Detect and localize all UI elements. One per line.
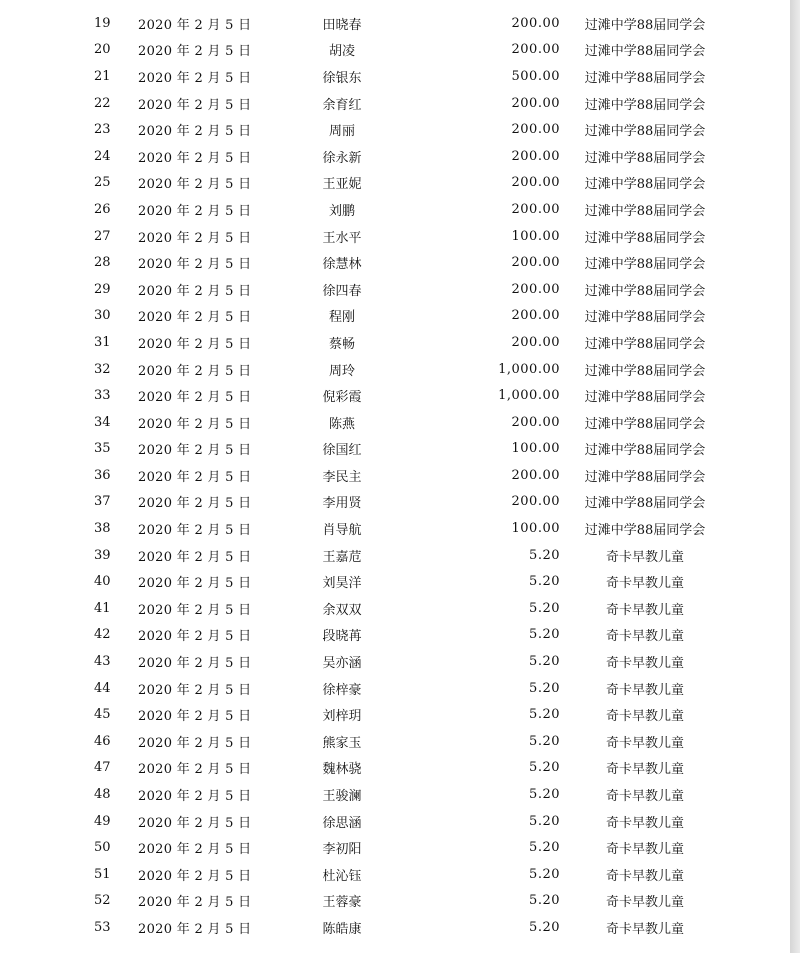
table-row bbox=[0, 116, 730, 143]
donation-amount: 200.00 bbox=[511, 255, 560, 271]
donation-date: 2020 年 2 月 5 日 bbox=[138, 416, 252, 432]
row-number: 24 bbox=[94, 148, 111, 164]
donor-name: 胡凌 bbox=[328, 44, 355, 60]
donor-group: 过滩中学88届同学会 bbox=[584, 70, 706, 86]
donor-name: 陈燕 bbox=[328, 416, 355, 432]
donation-date: 2020 年 2 月 5 日 bbox=[138, 203, 252, 219]
donation-amount: 200.00 bbox=[511, 414, 560, 430]
donation-date: 2020 年 2 月 5 日 bbox=[138, 257, 252, 273]
donor-group: 过滩中学88届同学会 bbox=[584, 416, 706, 432]
donor-group: 过滩中学88届同学会 bbox=[584, 17, 706, 33]
row-number: 32 bbox=[94, 361, 111, 377]
donor-group: 过滩中学88届同学会 bbox=[584, 469, 706, 485]
row-number: 45 bbox=[94, 707, 111, 723]
donation-amount: 200.00 bbox=[511, 467, 560, 483]
row-number: 52 bbox=[94, 893, 111, 909]
row-number: 26 bbox=[94, 201, 111, 217]
donation-amount: 200.00 bbox=[511, 148, 560, 164]
row-number: 19 bbox=[94, 15, 111, 31]
row-number: 33 bbox=[94, 388, 111, 404]
donation-date: 2020 年 2 月 5 日 bbox=[138, 443, 252, 459]
row-number: 28 bbox=[94, 255, 111, 271]
donor-group: 过滩中学88届同学会 bbox=[584, 230, 706, 246]
donation-date: 2020 年 2 月 5 日 bbox=[138, 496, 252, 512]
donor-group: 过滩中学88届同学会 bbox=[584, 97, 706, 113]
donor-name: 余育红 bbox=[322, 97, 362, 113]
donation-date: 2020 年 2 月 5 日 bbox=[138, 230, 252, 246]
donor-group: 过滩中学88届同学会 bbox=[584, 124, 706, 140]
donor-name: 田晓春 bbox=[322, 17, 362, 33]
donor-group: 过滩中学88届同学会 bbox=[584, 390, 706, 406]
donor-name: 吴亦涵 bbox=[322, 656, 362, 672]
table-row bbox=[0, 781, 730, 808]
row-number: 29 bbox=[94, 281, 111, 297]
table-row bbox=[0, 755, 730, 782]
table-row bbox=[0, 37, 730, 64]
table-row bbox=[0, 356, 730, 383]
donor-group: 过滩中学88届同学会 bbox=[584, 257, 706, 273]
donor-group: 过滩中学88届同学会 bbox=[584, 44, 706, 60]
donor-name: 陈皓康 bbox=[322, 921, 362, 937]
donor-name: 蔡畅 bbox=[328, 336, 355, 352]
row-number: 51 bbox=[94, 866, 111, 882]
donation-date: 2020 年 2 月 5 日 bbox=[138, 310, 252, 326]
donation-date: 2020 年 2 月 5 日 bbox=[138, 842, 252, 858]
row-number: 22 bbox=[94, 95, 111, 111]
donor-group: 奇卡早教儿童 bbox=[605, 629, 684, 645]
donation-date: 2020 年 2 月 5 日 bbox=[138, 868, 252, 884]
table-row bbox=[0, 436, 730, 463]
donation-date: 2020 年 2 月 5 日 bbox=[138, 283, 252, 299]
row-number: 25 bbox=[94, 175, 111, 191]
donor-name: 刘鹏 bbox=[328, 203, 355, 219]
donation-date: 2020 年 2 月 5 日 bbox=[138, 895, 252, 911]
donation-amount: 200.00 bbox=[511, 42, 560, 58]
table-row bbox=[0, 595, 730, 622]
donor-name: 徐四春 bbox=[322, 283, 362, 299]
row-number: 34 bbox=[94, 414, 111, 430]
donation-date: 2020 年 2 月 5 日 bbox=[138, 177, 252, 193]
donor-name: 刘梓玥 bbox=[322, 709, 362, 725]
table-row bbox=[0, 728, 730, 755]
row-number: 36 bbox=[94, 467, 111, 483]
donation-amount: 5.20 bbox=[529, 866, 560, 882]
donation-amount: 5.20 bbox=[529, 654, 560, 670]
donor-group: 奇卡早教儿童 bbox=[605, 709, 684, 725]
donation-date: 2020 年 2 月 5 日 bbox=[138, 789, 252, 805]
donor-group: 奇卡早教儿童 bbox=[605, 921, 684, 937]
donation-amount: 500.00 bbox=[511, 68, 560, 84]
table-row bbox=[0, 568, 730, 595]
donation-amount: 200.00 bbox=[511, 308, 560, 324]
table-row bbox=[0, 223, 730, 250]
donation-date: 2020 年 2 月 5 日 bbox=[138, 921, 252, 937]
donor-group: 奇卡早教儿童 bbox=[605, 682, 684, 698]
row-number: 40 bbox=[94, 574, 111, 590]
row-number: 46 bbox=[94, 733, 111, 749]
donor-group: 奇卡早教儿童 bbox=[605, 842, 684, 858]
row-number: 35 bbox=[94, 441, 111, 457]
row-number: 23 bbox=[94, 122, 111, 138]
donation-date: 2020 年 2 月 5 日 bbox=[138, 815, 252, 831]
donor-name: 余双双 bbox=[322, 602, 362, 618]
donation-amount: 100.00 bbox=[511, 441, 560, 457]
donation-date: 2020 年 2 月 5 日 bbox=[138, 709, 252, 725]
row-number: 31 bbox=[94, 334, 111, 350]
donor-name: 魏林骁 bbox=[322, 762, 362, 778]
donation-date: 2020 年 2 月 5 日 bbox=[138, 469, 252, 485]
donor-group: 奇卡早教儿童 bbox=[605, 576, 684, 592]
donation-amount: 5.20 bbox=[529, 787, 560, 803]
donor-name: 王骏澜 bbox=[322, 789, 362, 805]
donation-date: 2020 年 2 月 5 日 bbox=[138, 150, 252, 166]
donor-name: 徐永新 bbox=[322, 150, 362, 166]
donation-amount: 5.20 bbox=[529, 547, 560, 563]
donation-amount: 200.00 bbox=[511, 122, 560, 138]
table-row bbox=[0, 914, 730, 941]
row-number: 41 bbox=[94, 600, 111, 616]
table-row bbox=[0, 462, 730, 489]
donation-amount: 5.20 bbox=[529, 760, 560, 776]
donor-name: 王嘉苊 bbox=[322, 549, 362, 565]
donation-amount: 1,000.00 bbox=[498, 388, 560, 404]
page-edge-shadow bbox=[790, 0, 800, 953]
donation-amount: 100.00 bbox=[511, 228, 560, 244]
table-row bbox=[0, 63, 730, 90]
donor-name: 徐思涵 bbox=[322, 815, 362, 831]
row-number: 49 bbox=[94, 813, 111, 829]
row-number: 37 bbox=[94, 494, 111, 510]
donation-date: 2020 年 2 月 5 日 bbox=[138, 602, 252, 618]
table-row bbox=[0, 10, 730, 37]
row-number: 42 bbox=[94, 627, 111, 643]
row-number: 53 bbox=[94, 919, 111, 935]
donation-amount: 200.00 bbox=[511, 494, 560, 510]
table-row bbox=[0, 303, 730, 330]
donor-group: 奇卡早教儿童 bbox=[605, 602, 684, 618]
row-number: 44 bbox=[94, 680, 111, 696]
donation-amount: 200.00 bbox=[511, 201, 560, 217]
row-number: 27 bbox=[94, 228, 111, 244]
donation-date: 2020 年 2 月 5 日 bbox=[138, 44, 252, 60]
row-number: 20 bbox=[94, 42, 111, 58]
donation-date: 2020 年 2 月 5 日 bbox=[138, 735, 252, 751]
table-row bbox=[0, 143, 730, 170]
donation-amount: 5.20 bbox=[529, 707, 560, 723]
table-row bbox=[0, 382, 730, 409]
donor-group: 奇卡早教儿童 bbox=[605, 549, 684, 565]
donor-name: 李初阳 bbox=[322, 842, 362, 858]
donor-name: 徐慧林 bbox=[322, 257, 362, 273]
row-number: 38 bbox=[94, 521, 111, 537]
table-row bbox=[0, 170, 730, 197]
donation-date: 2020 年 2 月 5 日 bbox=[138, 17, 252, 33]
donor-name: 李用贤 bbox=[322, 496, 362, 512]
donor-name: 周玲 bbox=[328, 363, 355, 379]
table-row bbox=[0, 489, 730, 516]
donor-name: 段晓苒 bbox=[322, 629, 362, 645]
donation-table-body bbox=[0, 10, 730, 941]
table-row bbox=[0, 515, 730, 542]
donation-amount: 5.20 bbox=[529, 893, 560, 909]
table-row bbox=[0, 861, 730, 888]
table-row bbox=[0, 648, 730, 675]
donor-group: 奇卡早教儿童 bbox=[605, 656, 684, 672]
donation-amount: 1,000.00 bbox=[498, 361, 560, 377]
donor-group: 奇卡早教儿童 bbox=[605, 762, 684, 778]
donation-date: 2020 年 2 月 5 日 bbox=[138, 336, 252, 352]
donation-date: 2020 年 2 月 5 日 bbox=[138, 124, 252, 140]
donation-date: 2020 年 2 月 5 日 bbox=[138, 762, 252, 778]
donor-group: 过滩中学88届同学会 bbox=[584, 150, 706, 166]
donation-date: 2020 年 2 月 5 日 bbox=[138, 523, 252, 539]
donation-amount: 200.00 bbox=[511, 175, 560, 191]
donor-group: 过滩中学88届同学会 bbox=[584, 283, 706, 299]
donation-date: 2020 年 2 月 5 日 bbox=[138, 576, 252, 592]
donation-date: 2020 年 2 月 5 日 bbox=[138, 656, 252, 672]
donor-name: 倪彩霞 bbox=[322, 390, 362, 406]
donor-name: 程刚 bbox=[328, 310, 355, 326]
donor-group: 过滩中学88届同学会 bbox=[584, 177, 706, 193]
row-number: 39 bbox=[94, 547, 111, 563]
donor-name: 王蓉豪 bbox=[322, 895, 362, 911]
table-row bbox=[0, 409, 730, 436]
donor-group: 奇卡早教儿童 bbox=[605, 895, 684, 911]
donation-amount: 5.20 bbox=[529, 840, 560, 856]
row-number: 21 bbox=[94, 68, 111, 84]
table-row bbox=[0, 196, 730, 223]
donor-name: 李民主 bbox=[322, 469, 362, 485]
donor-name: 王亚妮 bbox=[322, 177, 362, 193]
donation-amount: 200.00 bbox=[511, 95, 560, 111]
donation-date: 2020 年 2 月 5 日 bbox=[138, 682, 252, 698]
table-row bbox=[0, 701, 730, 728]
table-row bbox=[0, 542, 730, 569]
donation-amount: 5.20 bbox=[529, 680, 560, 696]
donation-amount: 100.00 bbox=[511, 521, 560, 537]
donor-name: 刘昊洋 bbox=[322, 576, 362, 592]
donor-name: 周丽 bbox=[328, 124, 355, 140]
donor-group: 奇卡早教儿童 bbox=[605, 868, 684, 884]
donation-date: 2020 年 2 月 5 日 bbox=[138, 549, 252, 565]
table-row bbox=[0, 834, 730, 861]
donation-date: 2020 年 2 月 5 日 bbox=[138, 390, 252, 406]
donor-group: 奇卡早教儿童 bbox=[605, 815, 684, 831]
table-row bbox=[0, 329, 730, 356]
table-row bbox=[0, 90, 730, 117]
donation-amount: 200.00 bbox=[511, 15, 560, 31]
donation-amount: 5.20 bbox=[529, 574, 560, 590]
donor-name: 杜沁钰 bbox=[322, 868, 362, 884]
donor-group: 过滩中学88届同学会 bbox=[584, 203, 706, 219]
row-number: 50 bbox=[94, 840, 111, 856]
donor-group: 过滩中学88届同学会 bbox=[584, 336, 706, 352]
donor-group: 奇卡早教儿童 bbox=[605, 735, 684, 751]
donation-date: 2020 年 2 月 5 日 bbox=[138, 70, 252, 86]
donor-name: 王水平 bbox=[322, 230, 362, 246]
donor-name: 徐梓豪 bbox=[322, 682, 362, 698]
donation-date: 2020 年 2 月 5 日 bbox=[138, 629, 252, 645]
donor-group: 过滩中学88届同学会 bbox=[584, 523, 706, 539]
row-number: 43 bbox=[94, 654, 111, 670]
donation-amount: 5.20 bbox=[529, 919, 560, 935]
donor-name: 徐银东 bbox=[322, 70, 362, 86]
donor-group: 过滩中学88届同学会 bbox=[584, 496, 706, 512]
donation-amount: 5.20 bbox=[529, 813, 560, 829]
table-row bbox=[0, 622, 730, 649]
table-row bbox=[0, 675, 730, 702]
donation-amount: 5.20 bbox=[529, 733, 560, 749]
donor-group: 过滩中学88届同学会 bbox=[584, 363, 706, 379]
donation-date: 2020 年 2 月 5 日 bbox=[138, 97, 252, 113]
donation-table bbox=[0, 10, 730, 941]
table-row bbox=[0, 249, 730, 276]
donation-date: 2020 年 2 月 5 日 bbox=[138, 363, 252, 379]
donation-amount: 5.20 bbox=[529, 627, 560, 643]
donor-name: 肖导航 bbox=[322, 523, 362, 539]
row-number: 30 bbox=[94, 308, 111, 324]
row-number: 48 bbox=[94, 787, 111, 803]
donation-amount: 200.00 bbox=[511, 281, 560, 297]
table-row bbox=[0, 888, 730, 915]
donor-name: 熊家玉 bbox=[322, 735, 362, 751]
donation-amount: 5.20 bbox=[529, 600, 560, 616]
donor-group: 过滩中学88届同学会 bbox=[584, 310, 706, 326]
donor-group: 过滩中学88届同学会 bbox=[584, 443, 706, 459]
donor-group: 奇卡早教儿童 bbox=[605, 789, 684, 805]
donation-amount: 200.00 bbox=[511, 334, 560, 350]
row-number: 47 bbox=[94, 760, 111, 776]
donor-name: 徐国红 bbox=[322, 443, 362, 459]
table-row bbox=[0, 808, 730, 835]
table-row bbox=[0, 276, 730, 303]
